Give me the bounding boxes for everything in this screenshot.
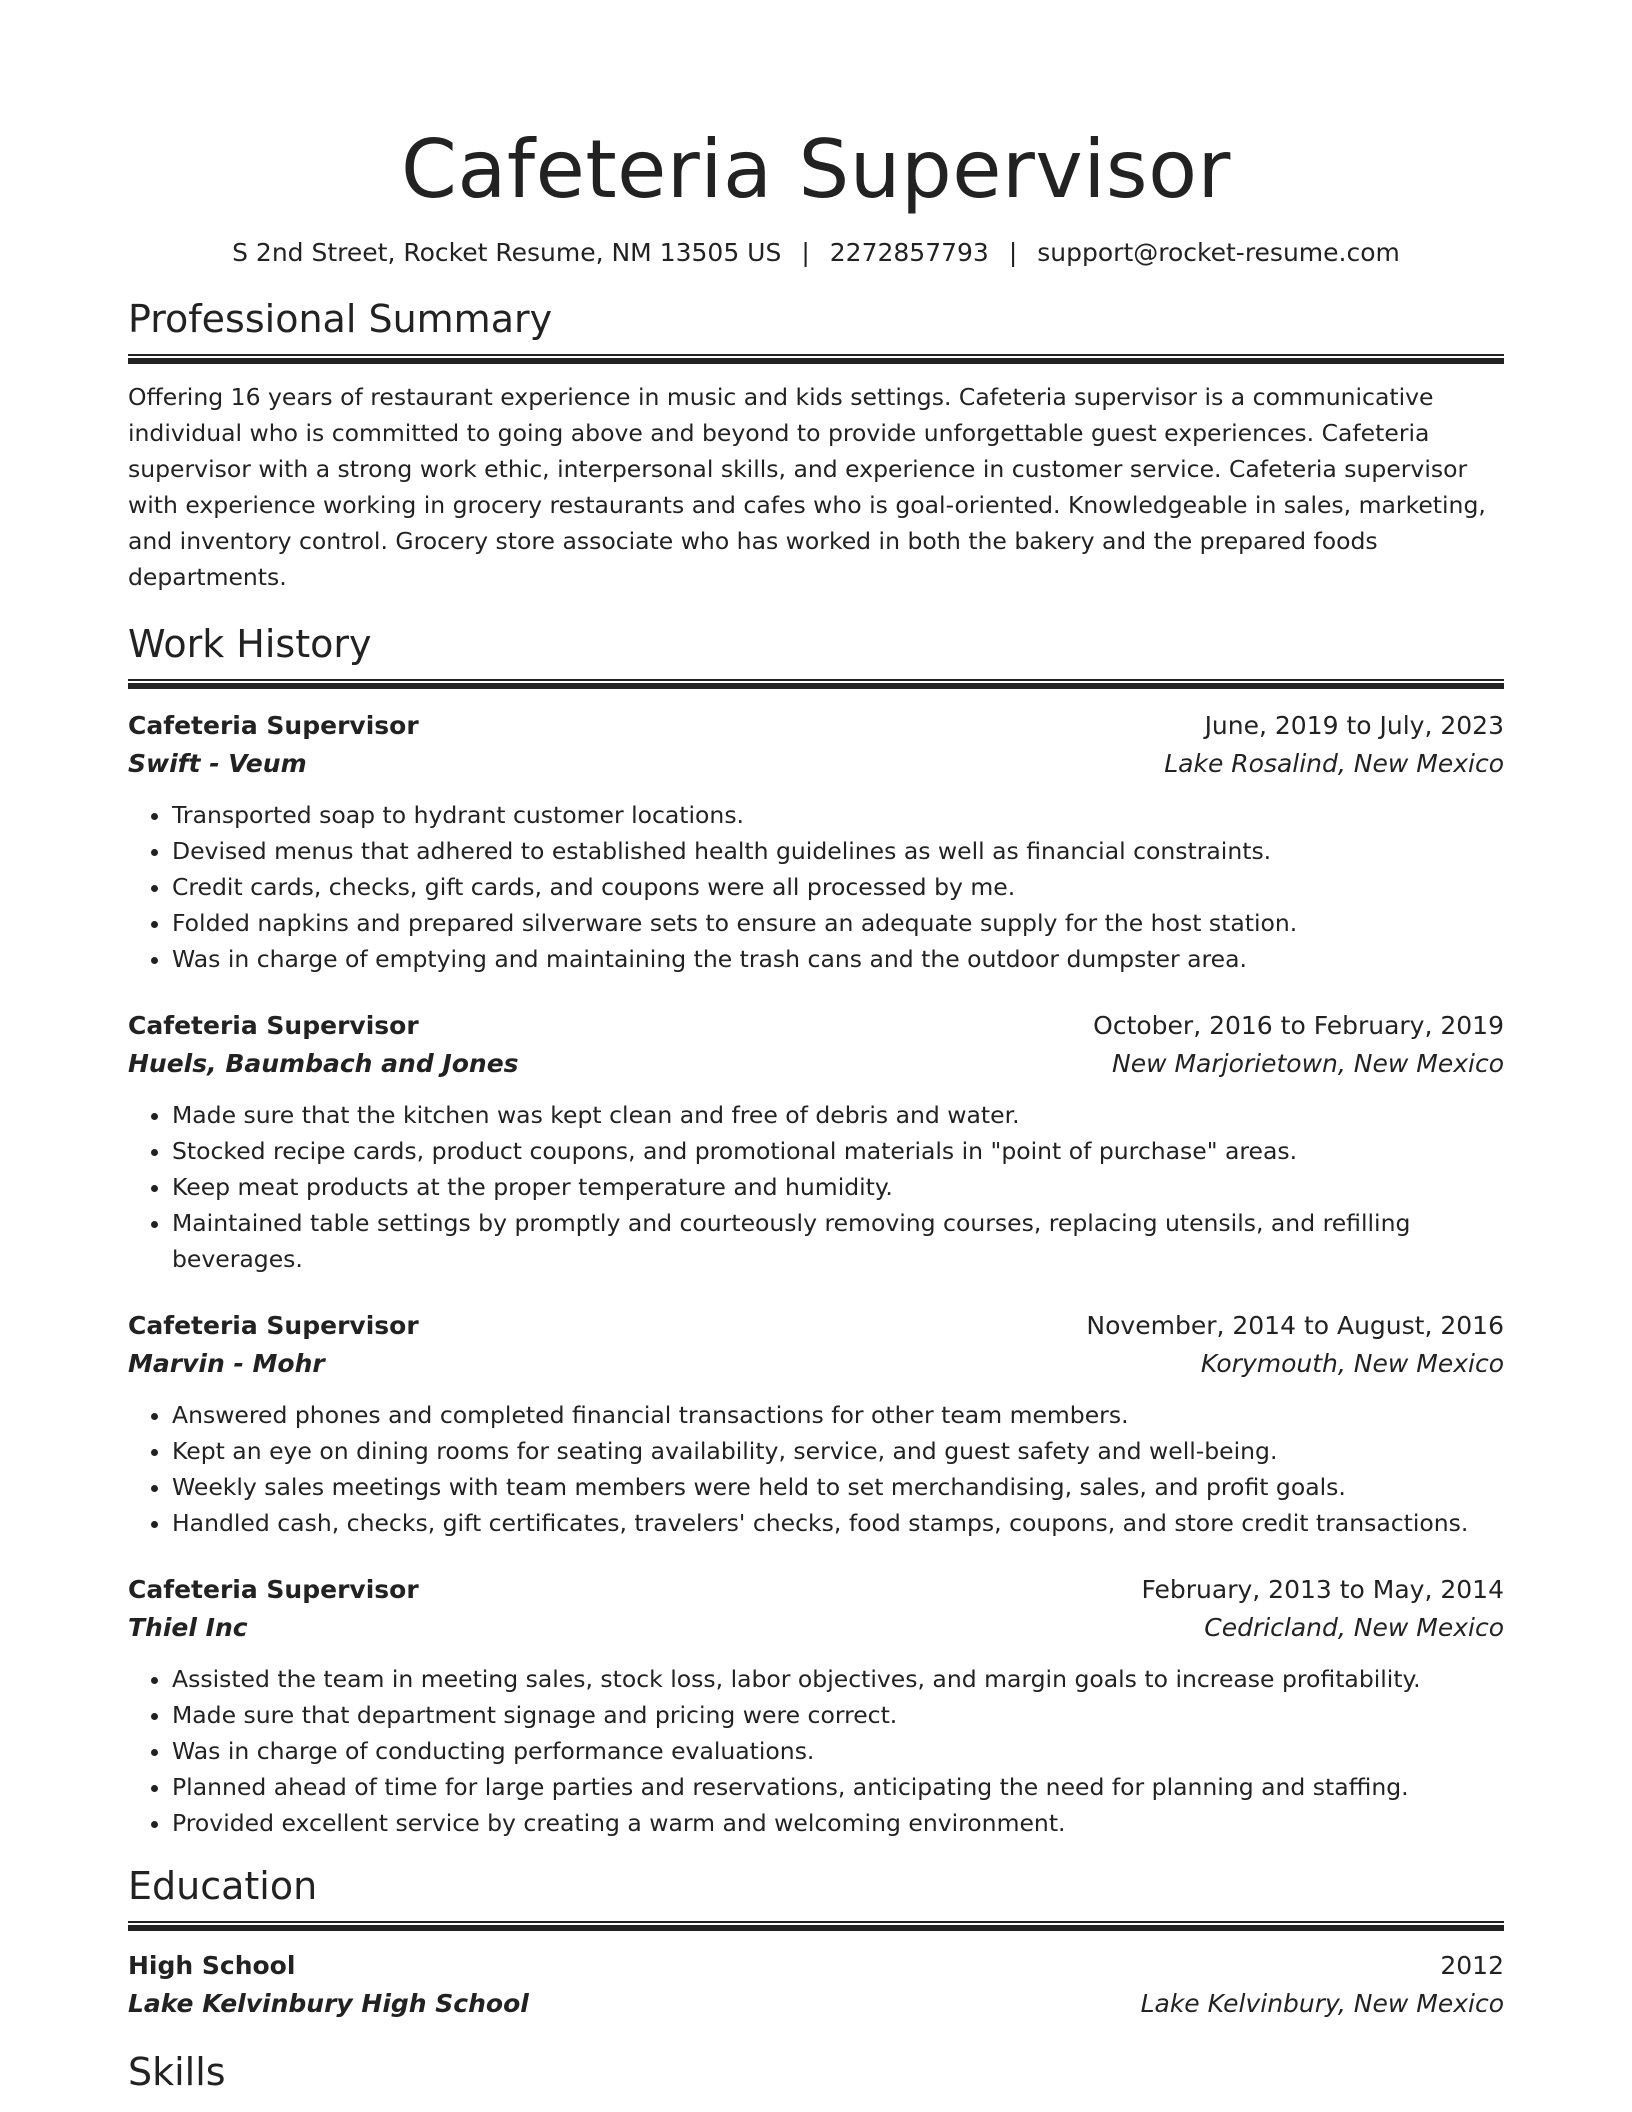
- job-entry: [128, 707, 1504, 977]
- job-company: Marvin - Mohr: [128, 1349, 325, 1378]
- job-company-row: [128, 1609, 1504, 1647]
- job-entry: [128, 1007, 1504, 1277]
- section-title-education: Education: [128, 1864, 318, 1908]
- job-location: Cedricland, New Mexico: [1204, 1613, 1504, 1642]
- job-dates: November, 2014 to August, 2016: [1086, 1311, 1504, 1340]
- section-divider: [128, 679, 1504, 689]
- job-title: Cafeteria Supervisor: [128, 1575, 419, 1604]
- contact-line: [128, 236, 1504, 270]
- job-company: Huels, Baumbach and Jones: [128, 1049, 519, 1078]
- job-bullet: • Transported soap to hydrant customer locations.: [172, 797, 1504, 833]
- section-title-skills: Skills: [128, 2050, 226, 2094]
- job-bullet: • Was in charge of conducting performance evaluations.: [172, 1733, 1504, 1769]
- job-bullet: • Made sure that the kitchen was kept clean and free of debris and water.: [172, 1097, 1504, 1133]
- section-divider: [128, 1921, 1504, 1931]
- job-title: Cafeteria Supervisor: [128, 711, 419, 740]
- job-bullet: • Stocked recipe cards, product coupons, and promotional materials in "point of purchase" areas.: [172, 1133, 1504, 1169]
- job-bullet: • Devised menus that adhered to established health guidelines as well as financial constraints.: [172, 833, 1504, 869]
- job-location: New Marjorietown, New Mexico: [1112, 1049, 1504, 1078]
- job-header-row: [128, 1007, 1504, 1045]
- job-entry: [128, 1307, 1504, 1541]
- job-bullet: • Maintained table settings by promptly and courteously removing courses, replacing utensils, and refilling beverages.: [172, 1205, 1504, 1277]
- section-title-work-history: Work History: [128, 622, 372, 666]
- job-dates: June, 2019 to July, 2023: [1204, 711, 1504, 740]
- contact-address: S 2nd Street, Rocket Resume, NM 13505 US: [232, 238, 782, 267]
- summary-text: Offering 16 years of restaurant experience in music and kids settings. Cafeteria supervisor is a communicative individual who is committed to going above and beyond to provide unforgettable guest experiences. Cafeteria supervisor with a strong work ethic, interpersonal skills, and experience in customer service. Cafeteria supervisor with experience working in grocery restaurants and cafes who is goal-oriented. Knowledgeable in sales, marketing, and inventory control. Grocery store associate who has worked in both the bakery and the prepared foods departments.: [128, 383, 1486, 591]
- job-bullet: • Handled cash, checks, gift certificates, travelers' checks, food stamps, coupons, and store credit transactions.: [172, 1505, 1504, 1541]
- contact-phone: 2272857793: [829, 238, 989, 267]
- work-history-section: [128, 621, 1504, 1841]
- education-section: [128, 1863, 1504, 2023]
- job-bullets: [128, 1661, 1504, 1841]
- job-company: Thiel Inc: [128, 1613, 248, 1642]
- job-bullets: [128, 797, 1504, 977]
- job-bullet: • Provided excellent service by creating a warm and welcoming environment.: [172, 1805, 1504, 1841]
- job-dates: February, 2013 to May, 2014: [1141, 1575, 1504, 1604]
- section-title-summary: Professional Summary: [128, 297, 553, 341]
- contact-email: support@rocket-resume.com: [1037, 238, 1400, 267]
- job-bullet: • Answered phones and completed financial transactions for other team members.: [172, 1397, 1504, 1433]
- job-bullet: • Assisted the team in meeting sales, stock loss, labor objectives, and margin goals to increase profitability.: [172, 1661, 1504, 1697]
- job-company-row: [128, 1345, 1504, 1383]
- job-bullets: [128, 1397, 1504, 1541]
- job-entry: [128, 1571, 1504, 1841]
- job-bullets: [128, 1097, 1504, 1277]
- contact-separator: |: [1008, 238, 1018, 267]
- education-school-row: [128, 1985, 1504, 2023]
- skills-section: [128, 2049, 1504, 2095]
- education-location: Lake Kelvinbury, New Mexico: [1140, 1989, 1504, 2018]
- job-company-row: [128, 745, 1504, 783]
- job-company-row: [128, 1045, 1504, 1083]
- summary-section: [128, 296, 1504, 595]
- job-bullet: • Kept an eye on dining rooms for seating availability, service, and guest safety and well-being.: [172, 1433, 1504, 1469]
- job-header-row: [128, 707, 1504, 745]
- job-bullet: • Folded napkins and prepared silverware sets to ensure an adequate supply for the host station.: [172, 905, 1504, 941]
- job-location: Korymouth, New Mexico: [1200, 1349, 1504, 1378]
- job-bullet: • Weekly sales meetings with team members were held to set merchandising, sales, and profit goals.: [172, 1469, 1504, 1505]
- job-company: Swift - Veum: [128, 749, 307, 778]
- job-bullet: • Credit cards, checks, gift cards, and coupons were all processed by me.: [172, 869, 1504, 905]
- job-bullet: • Made sure that department signage and pricing were correct.: [172, 1697, 1504, 1733]
- job-bullet: • Planned ahead of time for large parties and reservations, anticipating the need for planning and staffing.: [172, 1769, 1504, 1805]
- job-dates: October, 2016 to February, 2019: [1093, 1011, 1504, 1040]
- education-entry: [128, 1947, 1504, 2023]
- section-divider: [128, 354, 1504, 364]
- resume-name: Cafeteria Supervisor: [401, 123, 1231, 216]
- job-bullet: • Was in charge of emptying and maintaining the trash cans and the outdoor dumpster area.: [172, 941, 1504, 977]
- job-header-row: [128, 1571, 1504, 1609]
- contact-separator: |: [801, 238, 810, 267]
- job-bullet: • Keep meat products at the proper temperature and humidity.: [172, 1169, 1504, 1205]
- job-title: Cafeteria Supervisor: [128, 1011, 419, 1040]
- education-school: Lake Kelvinbury High School: [128, 1989, 529, 2018]
- education-degree: High School: [128, 1951, 296, 1980]
- job-location: Lake Rosalind, New Mexico: [1164, 749, 1504, 778]
- education-year: 2012: [1440, 1951, 1504, 1980]
- job-title: Cafeteria Supervisor: [128, 1311, 419, 1340]
- education-header-row: [128, 1947, 1504, 1985]
- job-header-row: [128, 1307, 1504, 1345]
